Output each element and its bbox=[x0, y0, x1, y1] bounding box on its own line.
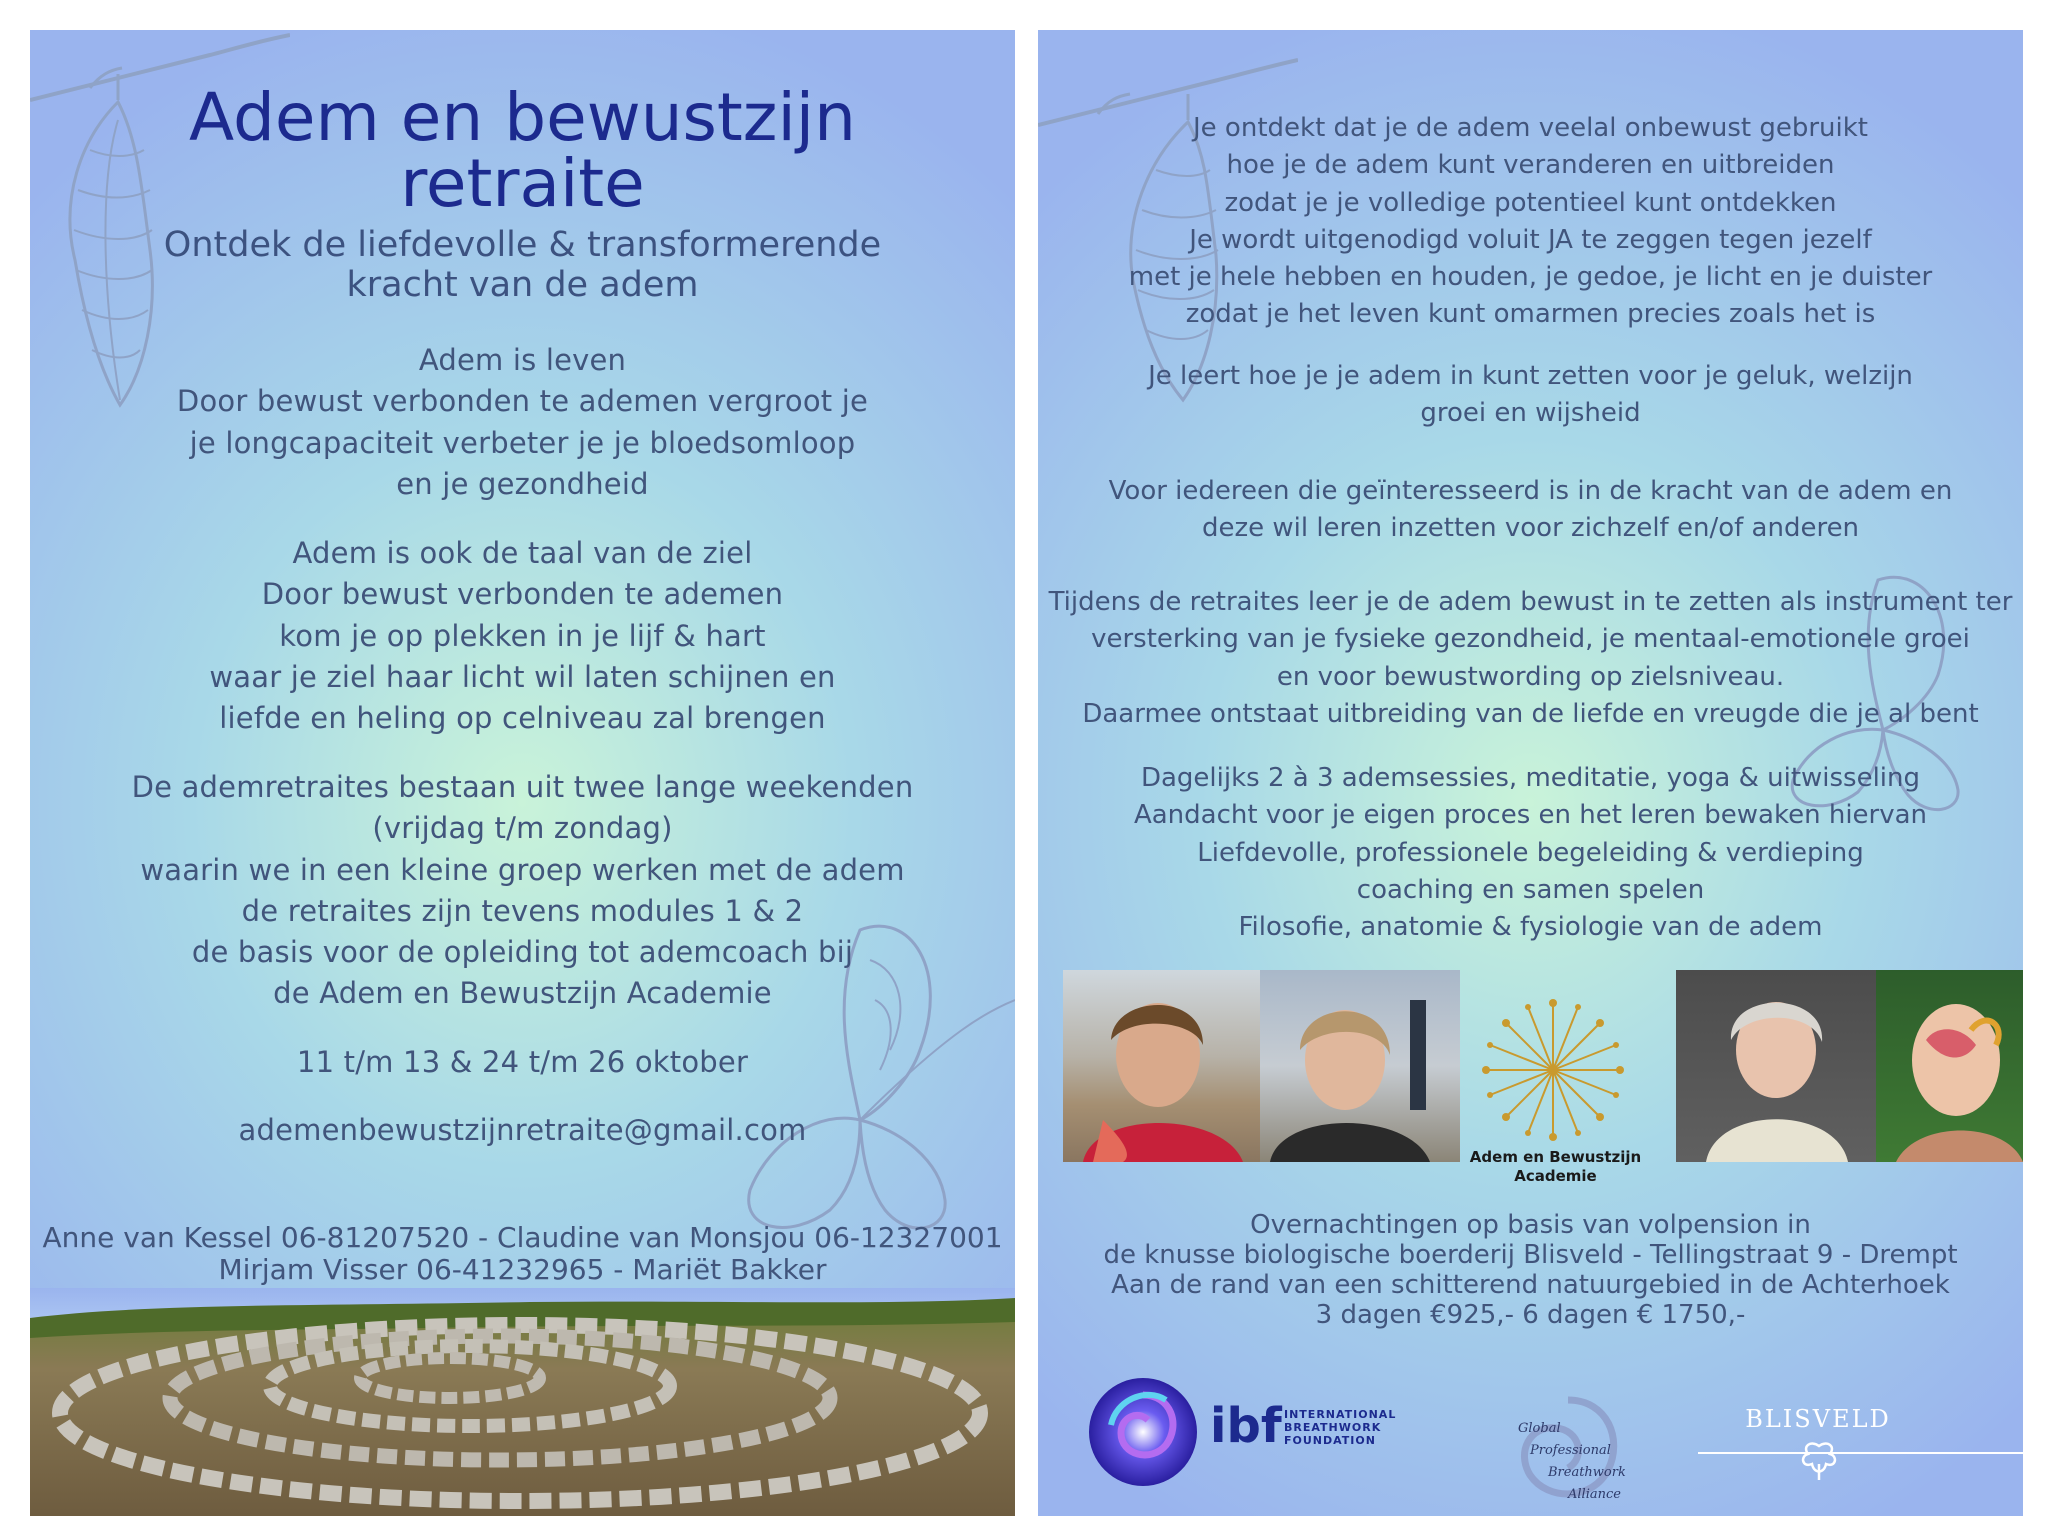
program-line: Filosofie, anatomie & fysiologie van de adem bbox=[1238, 912, 1823, 943]
gpba-line: Professional bbox=[1530, 1443, 1611, 1458]
discover-line: Je ontdekt dat je de adem veelal onbewust gebruikt bbox=[1193, 113, 1868, 143]
blisveld-logo-line bbox=[1698, 1452, 2023, 1454]
soul-paragraph bbox=[30, 533, 1015, 739]
adem-bewustzijn-academie-logo bbox=[1478, 995, 1628, 1145]
lodging-line: 3 dagen €925,- 6 dagen € 1750,- bbox=[1315, 1300, 1746, 1330]
retreat-line: de basis voor de opleiding tot ademcoach bij bbox=[191, 935, 854, 970]
intro-line: en je gezondheid bbox=[396, 466, 649, 501]
retreat-dates: 11 t/m 13 & 24 t/m 26 oktober bbox=[296, 1045, 749, 1079]
audience-line: Voor iedereen die geïnteresseerd is in de kracht van de adem en bbox=[1108, 476, 1953, 506]
discover-line: hoe je de adem kunt veranderen en uitbreiden bbox=[1226, 150, 1835, 181]
retreat-line: de Adem en Bewustzijn Academie bbox=[273, 976, 772, 1011]
retreat-info-paragraph bbox=[30, 767, 1015, 1015]
program-line: Liefdevolle, professionele begeleiding & verdieping bbox=[1197, 837, 1864, 868]
soul-line: Adem is ook de taal van de ziel bbox=[292, 536, 753, 570]
audience-paragraph bbox=[1038, 473, 2023, 548]
discover-line: met je hele hebben en houden, je gedoe, je licht en je duister bbox=[1128, 262, 1933, 293]
discover-line: zodat je het leven kunt omarmen precies zoals het is bbox=[1185, 299, 1876, 330]
discover-line: Je wordt uitgenodigd voluit JA te zeggen tegen jezelf bbox=[1189, 224, 1872, 255]
ibf-logo-short: ibf bbox=[1210, 1398, 1282, 1454]
contact-people bbox=[30, 1222, 1015, 1286]
gpba-logo-text bbox=[1518, 1418, 1626, 1506]
subtitle-line-1: Ontdek de liefdevolle & transformerende bbox=[163, 225, 882, 265]
intro-line: Door bewust verbonden te ademen vergroot je bbox=[176, 384, 869, 419]
retreat-line: De ademretraites bestaan uit twee lange weekenden bbox=[131, 770, 914, 804]
title-line-2: retraite bbox=[400, 145, 645, 222]
facilitator-photo-2 bbox=[1260, 970, 1460, 1162]
retreat-line: (vrijdag t/m zondag) bbox=[372, 811, 673, 846]
purpose-line: en voor bewustwording op zielsniveau. bbox=[1276, 661, 1785, 692]
audience-line: deze wil leren inzetten voor zichzelf en/of anderen bbox=[1201, 513, 1860, 544]
intro-line: je longcapaciteit verbeter je je bloedsomloop bbox=[189, 425, 856, 460]
lodging-info bbox=[1038, 1210, 2023, 1330]
intro-paragraph bbox=[30, 340, 1015, 505]
learn-line: Je leert hoe je je adem in kunt zetten voor je geluk, welzijn bbox=[1148, 361, 1913, 391]
facilitator-photo-1 bbox=[1063, 970, 1261, 1162]
title-line-1: Adem en bewustzijn bbox=[189, 79, 856, 156]
contact-email[interactable]: ademenbewustzijnretraite@gmail.com bbox=[238, 1113, 807, 1147]
intro-line: Adem is leven bbox=[418, 343, 627, 377]
blisveld-logo-text: BLISVELD bbox=[1745, 1405, 1891, 1433]
right-flyer-page bbox=[1038, 30, 2023, 1516]
retreat-line: de retraites zijn tevens modules 1 & 2 bbox=[241, 893, 804, 928]
academy-logo-text bbox=[1463, 1148, 1648, 1186]
ibf-logo-line: BREATHWORK bbox=[1284, 1421, 1382, 1434]
ibf-logo-line: INTERNATIONAL bbox=[1284, 1408, 1397, 1421]
soul-line: liefde en heling op celniveau zal brengen bbox=[219, 701, 826, 736]
program-line: coaching en samen spelen bbox=[1356, 874, 1705, 905]
program-paragraph bbox=[1038, 760, 2023, 946]
purpose-line: Tijdens de retraites leer je de adem bewust in te zetten als instrument ter bbox=[1048, 587, 2013, 617]
lodging-line: Overnachtingen op basis van volpension in bbox=[1250, 1210, 1811, 1240]
facilitator-photo-3 bbox=[1676, 970, 1876, 1162]
discover-line: zodat je je volledige potentieel kunt ontdekken bbox=[1224, 187, 1837, 218]
facilitator-photo-4 bbox=[1876, 970, 2023, 1162]
gpba-line: Alliance bbox=[1568, 1487, 1621, 1502]
learn-line: groei en wijsheid bbox=[1420, 398, 1641, 429]
blisveld-flower-icon bbox=[1796, 1440, 1842, 1482]
subtitle-line-2: kracht van de adem bbox=[346, 265, 699, 305]
soul-line: waar je ziel haar licht wil laten schijnen en bbox=[209, 659, 836, 694]
stone-spiral-photo bbox=[30, 1288, 1015, 1516]
contact-line: Mirjam Visser 06-41232965 - Mariët Bakker bbox=[218, 1253, 827, 1286]
lodging-line: Aan de rand van een schitterend natuurgebied in de Achterhoek bbox=[1111, 1270, 1950, 1300]
retreat-line: waarin we in een kleine groep werken met de adem bbox=[140, 852, 905, 887]
flyer-subtitle bbox=[30, 225, 1015, 305]
academy-logo-line: Academie bbox=[1514, 1167, 1597, 1185]
contact-line: Anne van Kessel 06-81207520 - Claudine van Monsjou 06-12327001 bbox=[42, 1221, 1003, 1254]
left-flyer-page bbox=[30, 30, 1015, 1516]
soul-line: Door bewust verbonden te ademen bbox=[261, 577, 784, 612]
ibf-swirl-icon bbox=[1086, 1375, 1201, 1490]
flyer-title bbox=[30, 79, 1015, 222]
program-line: Aandacht voor je eigen proces en het leren bewaken hiervan bbox=[1133, 800, 1928, 831]
soul-line: kom je op plekken in je lijf & hart bbox=[279, 618, 766, 653]
purpose-line: versterking van je fysieke gezondheid, je mentaal-emotionele groei bbox=[1091, 624, 1970, 655]
gpba-line: Global bbox=[1518, 1421, 1561, 1436]
gpba-line: Breathwork bbox=[1548, 1465, 1626, 1480]
discover-paragraph bbox=[1038, 110, 2023, 334]
ibf-logo-line: FOUNDATION bbox=[1284, 1434, 1376, 1447]
learn-paragraph bbox=[1038, 358, 2023, 433]
ibf-logo-full bbox=[1284, 1408, 1396, 1447]
program-line: Dagelijks 2 à 3 ademsessies, meditatie, yoga & uitwisseling bbox=[1140, 763, 1921, 793]
lodging-line: de knusse biologische boerderij Blisveld - Tellingstraat 9 - Drempt bbox=[1103, 1240, 1958, 1270]
retreat-purpose-paragraph bbox=[1038, 584, 2023, 733]
purpose-line: Daarmee ontstaat uitbreiding van de liefde en vreugde die je al bent bbox=[1082, 698, 1979, 729]
academy-logo-line: Adem en Bewustzijn bbox=[1469, 1148, 1642, 1166]
